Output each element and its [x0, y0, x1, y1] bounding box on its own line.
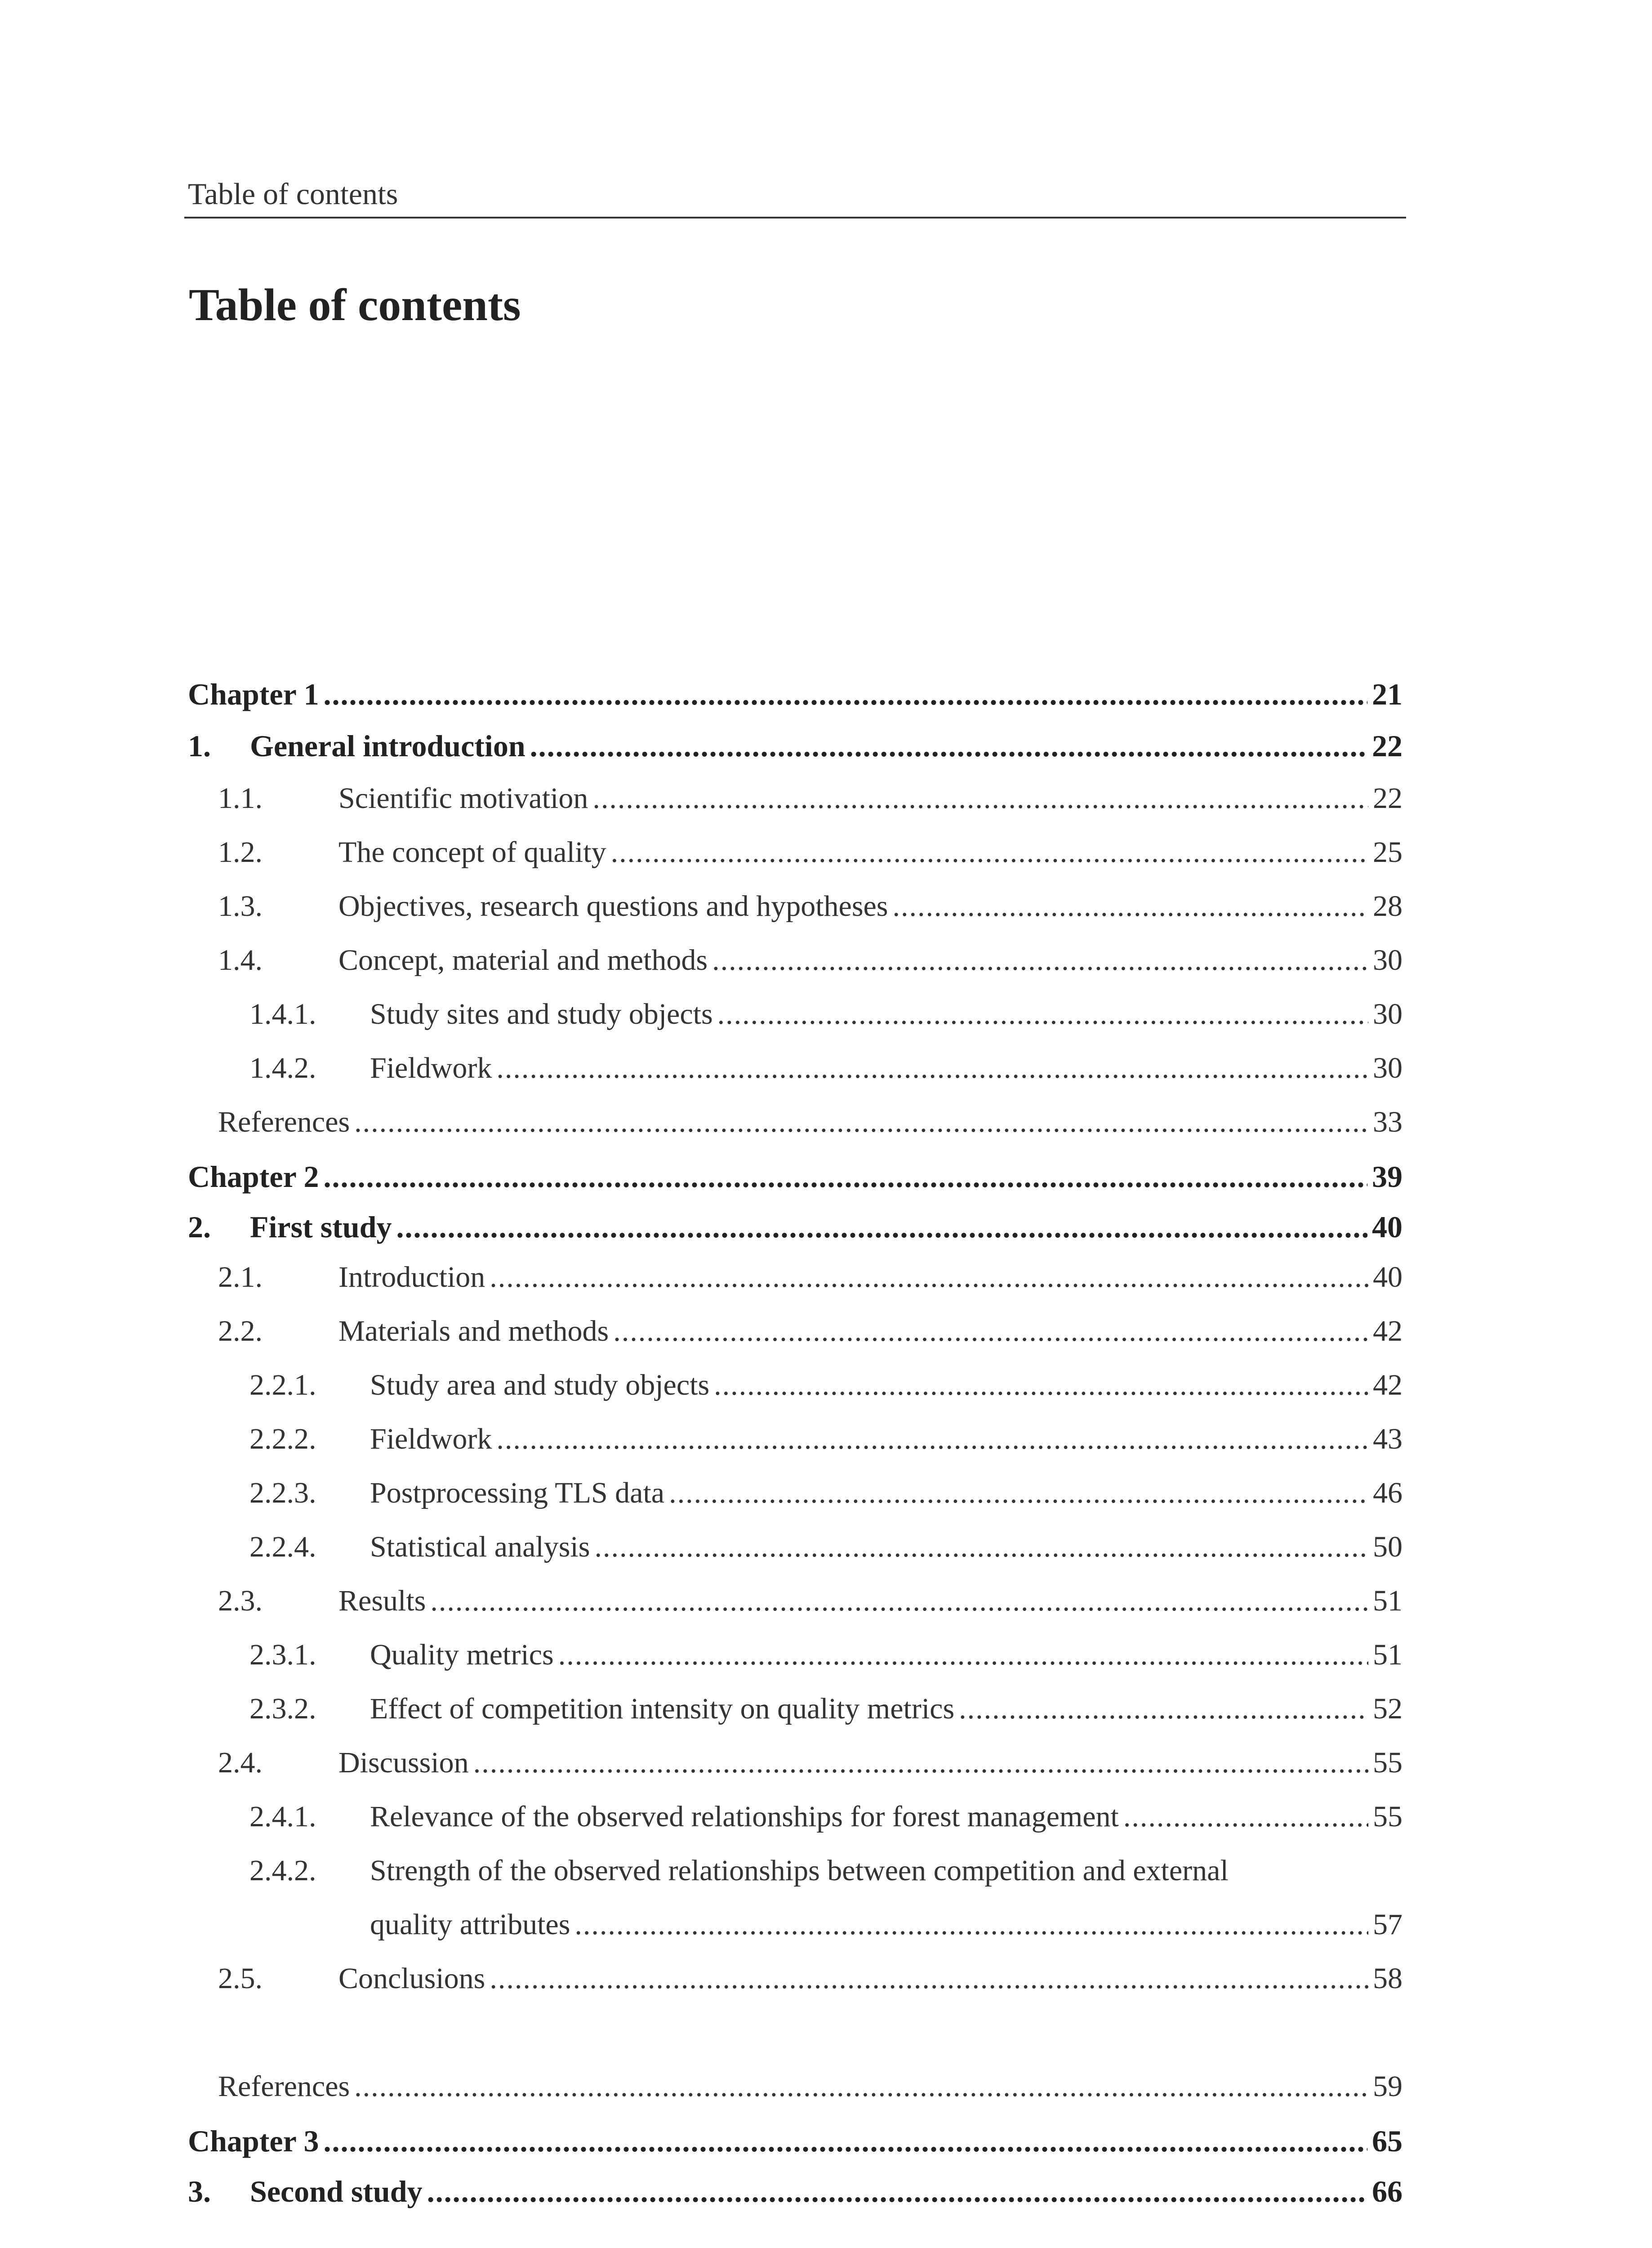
- toc-entry-chapter[interactable]: [188, 677, 1403, 717]
- toc-entry-title: Statistical analysis: [370, 1530, 590, 1563]
- toc-entry-title: Materials and methods: [338, 1315, 609, 1347]
- toc-entry-number: 1.: [188, 729, 211, 763]
- toc-entry-page: 22: [1372, 729, 1403, 763]
- toc-entry-page: 51: [1373, 1584, 1403, 1617]
- toc-entry-subsubsection[interactable]: [249, 997, 1403, 1038]
- toc-entry-title: Discussion: [338, 1746, 469, 1779]
- toc-leader-dots: [669, 1476, 1368, 1510]
- toc-entry-number: 2.3.: [218, 1584, 263, 1617]
- toc-entry-title: Second study: [250, 2174, 423, 2208]
- toc-leader-dots: [611, 835, 1368, 870]
- toc-entry-title: Effect of competition intensity on quality metrics: [370, 1692, 955, 1725]
- toc-entry-number: 2.2.3.: [249, 1476, 316, 1509]
- toc-entry-title: First study: [250, 1210, 392, 1244]
- toc-entry-page: 42: [1373, 1315, 1403, 1347]
- toc-entry-number: 2.1.: [218, 1261, 263, 1293]
- running-header: Table of contents: [188, 177, 398, 211]
- toc-entry-subsubsection[interactable]: [249, 1476, 1403, 1517]
- toc-entry-page: 28: [1373, 890, 1403, 923]
- toc-entry-number: 2.4.2.: [249, 1854, 316, 1887]
- toc-leader-dots: [714, 1368, 1368, 1402]
- toc-entry-page: 66: [1372, 2174, 1403, 2208]
- toc-entry-page: 43: [1373, 1423, 1403, 1455]
- toc-entry-number: 2.2.: [218, 1315, 263, 1347]
- toc-leader-dots: [490, 1962, 1368, 1996]
- toc-entry-title: General introduction: [250, 729, 525, 763]
- toc-entry-subsection[interactable]: [218, 1584, 1403, 1624]
- toc-leader-dots: [613, 1314, 1368, 1348]
- toc-entry-title: Fieldwork: [370, 1423, 492, 1455]
- toc-entry-subsubsection[interactable]: [249, 1422, 1403, 1463]
- toc-entry-number: 2.4.: [218, 1746, 263, 1779]
- toc-entry-continuation[interactable]: [370, 1908, 1403, 1948]
- toc-entry-subsubsection[interactable]: [249, 1800, 1403, 1840]
- toc-entry-page: 57: [1373, 1908, 1403, 1941]
- toc-entry-subsection[interactable]: [218, 1962, 1403, 2002]
- toc-entry-title: Relevance of the observed relationships for forest management: [370, 1800, 1119, 1833]
- toc-entry-page: 30: [1373, 944, 1403, 977]
- toc-entry-page: 21: [1372, 677, 1403, 711]
- toc-leader-dots: [592, 781, 1368, 816]
- toc-entry-number: 2.3.2.: [249, 1692, 316, 1725]
- toc-entry-page: 40: [1373, 1261, 1403, 1293]
- toc-entry-page: 51: [1373, 1638, 1403, 1671]
- toc-entry-chapter[interactable]: [188, 1159, 1403, 1200]
- toc-entry-number: 1.4.2.: [249, 1052, 316, 1084]
- toc-leader-dots: [324, 677, 1367, 712]
- toc-leader-dots: [354, 2070, 1368, 2104]
- toc-entry-section[interactable]: [188, 2174, 1403, 2214]
- toc-entry-subsection[interactable]: [218, 835, 1403, 876]
- toc-leader-dots: [427, 2174, 1367, 2209]
- toc-entry-subsection[interactable]: [218, 1260, 1403, 1301]
- toc-entry-page: 42: [1373, 1369, 1403, 1401]
- toc-entry-number: 1.3.: [218, 890, 263, 923]
- toc-entry-subsection[interactable]: [218, 781, 1403, 822]
- toc-entry-page: 46: [1373, 1476, 1403, 1509]
- toc-entry-title: References: [218, 1106, 350, 1138]
- toc-entry-page: 65: [1372, 2124, 1403, 2158]
- toc-entry-title: Objectives, research questions and hypotheses: [338, 890, 888, 923]
- toc-entry-references[interactable]: [218, 2070, 1403, 2110]
- toc-entry-title: Scientific motivation: [338, 782, 588, 815]
- toc-leader-dots: [558, 1638, 1368, 1672]
- toc-leader-dots: [473, 1746, 1368, 1780]
- toc-leader-dots: [717, 997, 1368, 1031]
- toc-entry-number: 2.2.4.: [249, 1530, 316, 1563]
- toc-entry-title: Chapter 3: [188, 2124, 319, 2158]
- toc-entry-page: 55: [1373, 1746, 1403, 1779]
- toc-entry-number: 1.4.: [218, 944, 263, 977]
- toc-entry-page: 30: [1373, 998, 1403, 1030]
- toc-entry-number: 2.2.2.: [249, 1423, 316, 1455]
- toc-leader-dots: [496, 1422, 1368, 1456]
- toc-entry-number: 2.4.1.: [249, 1800, 316, 1833]
- toc-entry-title: Results: [338, 1584, 426, 1617]
- toc-entry-title: Postprocessing TLS data: [370, 1476, 665, 1509]
- toc-leader-dots: [712, 943, 1368, 977]
- toc-entry-title: Fieldwork: [370, 1052, 492, 1084]
- toc-entry-title: References: [218, 2070, 350, 2103]
- toc-leader-dots: [354, 1105, 1368, 1139]
- toc-leader-dots: [496, 1051, 1368, 1085]
- toc-entry-subsubsection[interactable]: [249, 1530, 1403, 1570]
- toc-entry-section[interactable]: [188, 728, 1403, 769]
- toc-leader-dots: [594, 1530, 1368, 1564]
- toc-entry-number: 3.: [188, 2174, 211, 2208]
- toc-entry-subsection[interactable]: [218, 1746, 1403, 1786]
- toc-leader-dots: [324, 1159, 1367, 1195]
- toc-entry-subsection[interactable]: [218, 943, 1403, 984]
- toc-entry-title: Study sites and study objects: [370, 998, 713, 1030]
- toc-entry-number: 1.4.1.: [249, 998, 316, 1030]
- toc-entry-subsection[interactable]: [218, 889, 1403, 930]
- toc-entry-page: 25: [1373, 836, 1403, 869]
- toc-entry-title: Chapter 1: [188, 677, 319, 711]
- toc-entry-chapter[interactable]: [188, 2123, 1403, 2164]
- toc-entry-number: 2.3.1.: [249, 1638, 316, 1671]
- toc-leader-dots: [396, 1209, 1367, 1245]
- toc-entry-subsubsection[interactable]: [249, 1368, 1403, 1409]
- toc-entry-page: 58: [1373, 1962, 1403, 1995]
- toc-leader-dots: [959, 1692, 1368, 1726]
- toc-leader-dots: [430, 1584, 1368, 1618]
- toc-entry-title: quality attributes: [370, 1908, 570, 1941]
- toc-entry-subsubsection[interactable]: [249, 1051, 1403, 1092]
- toc-entry-number: 1.1.: [218, 782, 263, 815]
- toc-entry-page: 52: [1373, 1692, 1403, 1725]
- toc-entry-section[interactable]: [188, 1209, 1403, 1250]
- toc-entry-title: Concept, material and methods: [338, 944, 708, 977]
- toc-leader-dots: [324, 2123, 1367, 2159]
- toc-entry-title: Introduction: [338, 1261, 485, 1293]
- toc-leader-dots: [574, 1908, 1368, 1942]
- toc-entry-number: 1.2.: [218, 836, 263, 869]
- page-title: Table of contents: [189, 280, 521, 330]
- toc-entry-page: 30: [1373, 1052, 1403, 1084]
- toc-entry-subsubsection[interactable]: [249, 1638, 1403, 1678]
- toc-entry-title: Chapter 2: [188, 1160, 319, 1194]
- toc-entry-number: 2.5.: [218, 1962, 263, 1995]
- toc-entry-page: 33: [1373, 1106, 1403, 1138]
- toc-entry-page: 39: [1372, 1160, 1403, 1194]
- toc-entry-title: The concept of quality: [338, 836, 606, 869]
- toc-leader-dots: [892, 889, 1368, 923]
- toc-entry-title: Study area and study objects: [370, 1369, 710, 1401]
- toc-entry-subsection[interactable]: [218, 1314, 1403, 1355]
- toc-entry-subsubsection[interactable]: [249, 1692, 1403, 1732]
- toc-entry-page: 55: [1373, 1800, 1403, 1833]
- toc-entry-number: 2.2.1.: [249, 1369, 316, 1401]
- toc-leader-dots: [490, 1260, 1368, 1294]
- toc-leader-dots: [1123, 1800, 1368, 1834]
- toc-entry-title: Conclusions: [338, 1962, 485, 1995]
- toc-entry-subsubsection[interactable]: [249, 1854, 1403, 1894]
- toc-entry-page: 22: [1373, 782, 1403, 815]
- toc-entry-title: Quality metrics: [370, 1638, 554, 1671]
- toc-entry-page: 40: [1372, 1210, 1403, 1244]
- toc-entry-page: 59: [1373, 2070, 1403, 2103]
- toc-entry-references[interactable]: [218, 1105, 1403, 1146]
- toc-entry-title: Strength of the observed relationships between competition and external: [370, 1854, 1229, 1887]
- toc-entry-number: 2.: [188, 1210, 211, 1244]
- toc-leader-dots: [530, 728, 1367, 764]
- toc-entry-page: 50: [1373, 1530, 1403, 1563]
